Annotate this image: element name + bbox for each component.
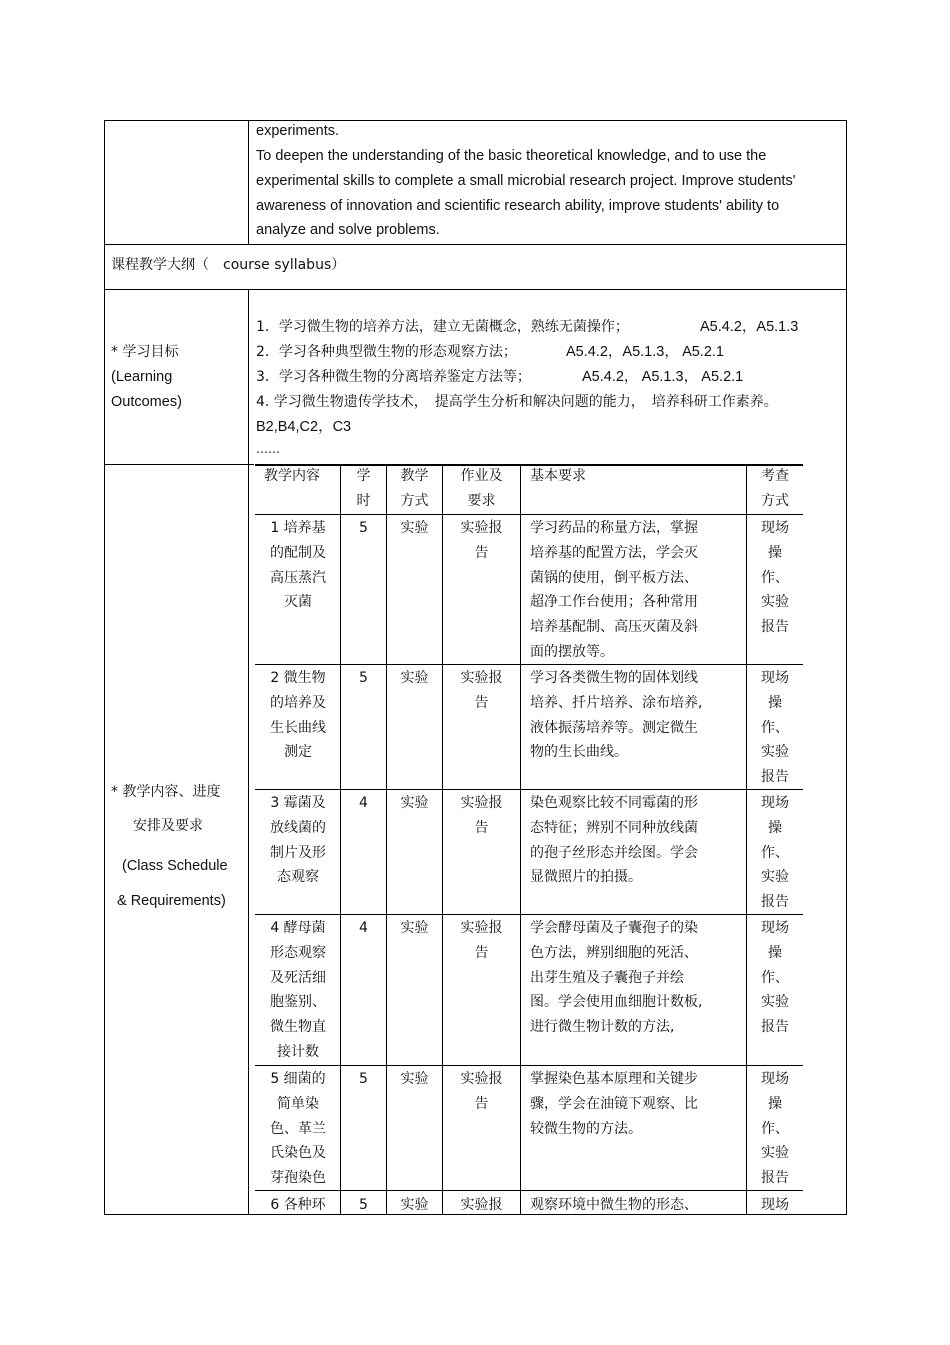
cell-line: 告: [474, 694, 489, 711]
cell-line: 的孢子丝形态并绘图。学会: [530, 844, 698, 861]
header-text: 教学: [400, 468, 429, 484]
cell-line: 接计数: [277, 1043, 319, 1060]
req-cell: [530, 916, 702, 1040]
cell-line: 放线菌的: [270, 819, 326, 836]
cell-line: 测定: [284, 744, 312, 761]
cell-line: 培养基配制、高压灭菌及斜: [530, 619, 698, 636]
method-cell: 实验: [400, 520, 429, 536]
homework-cell: [443, 516, 520, 566]
header-homework: [443, 464, 520, 514]
req-cell: [530, 1193, 698, 1218]
cell-line: 形态观察: [270, 944, 326, 961]
cell-line: 菌锅的使用，倒平板方法、: [530, 569, 698, 586]
cell-line: 物的生长曲线。: [530, 744, 628, 761]
cell-line: 进行微生物计数的方法,: [530, 1019, 675, 1036]
content-cell: [256, 1193, 340, 1218]
cell-line: 操: [768, 694, 782, 711]
cell-line: 2 微生物: [270, 670, 326, 686]
header-text: 基本要求: [530, 468, 586, 484]
cell-line: 现场: [761, 920, 789, 936]
cell-line: 胞鉴别、: [270, 994, 326, 1011]
req-cell: [530, 516, 698, 665]
cell-line: 6 各种环: [270, 1197, 326, 1213]
cell-line: 生长曲线: [270, 719, 326, 736]
hours-cell: 5: [359, 520, 368, 536]
intro-line: awareness of innovation and scientific research ability, improve students' ability to: [256, 198, 780, 214]
inner-col-2: [386, 464, 387, 1214]
cell-line: 实验: [761, 594, 789, 611]
outcome-codes: A5.4.2，A5.1.3， A5.2.1: [566, 344, 724, 360]
cell-line: 告: [474, 1095, 489, 1112]
cell-line: 实验: [761, 994, 789, 1011]
cell-line: 实验报: [460, 670, 503, 686]
cell-line: 简单染: [277, 1095, 319, 1112]
cell-line: 面的摆放等。: [530, 643, 614, 660]
cell-line: 学习各类微生物的固体划线: [530, 670, 698, 686]
intro-line: To deepen the understanding of the basic theoretical knowledge, and to use the: [256, 148, 767, 164]
outcome-item: 3．学习各种微生物的分离培养鉴定方法等；: [256, 369, 531, 385]
intro-line: experimental skills to complete a small microbial research project. Improve students': [256, 173, 796, 189]
outer-border-right: [846, 120, 847, 1215]
cell-line: 芽孢染色: [270, 1170, 326, 1187]
header-text: 作业及: [460, 468, 503, 484]
inner-col-4: [520, 464, 521, 1214]
inner-row-5: [255, 1065, 803, 1066]
cell-line: 色、革兰: [270, 1120, 326, 1137]
schedule-label-line: 安排及要求: [133, 818, 203, 834]
cell-line: 实验报: [460, 795, 503, 811]
header-text: 考查: [761, 468, 789, 484]
cell-line: 作、: [761, 569, 789, 586]
cell-line: 现场: [761, 520, 789, 536]
cell-line: 氏染色及: [270, 1145, 326, 1162]
req-cell: [530, 666, 702, 765]
exam-cell: [747, 666, 803, 790]
cell-line: 告: [474, 819, 489, 836]
cell-line: 操: [768, 944, 782, 961]
exam-cell: [747, 791, 803, 915]
cell-line: 现场: [761, 670, 789, 686]
cell-line: 实验: [761, 869, 789, 886]
header-text: 教学内容: [264, 468, 320, 484]
method-cell: 实验: [400, 920, 429, 936]
cell-line: 操: [768, 819, 782, 836]
header-exam: [747, 464, 803, 514]
content-cell: [256, 791, 340, 890]
header-req: [530, 464, 586, 489]
row-divider-3: [104, 464, 254, 465]
learning-label-line: * 学习目标: [111, 344, 179, 360]
cell-line: 学会酵母菌及子囊孢子的染: [530, 920, 698, 936]
hours-cell: 5: [359, 1071, 368, 1087]
outcome-ellipsis: ……: [256, 442, 280, 456]
cell-line: 色方法，辨别细胞的死活、: [530, 944, 698, 961]
inner-col-1: [340, 464, 341, 1214]
homework-cell: [443, 1067, 520, 1117]
cell-line: 作、: [761, 719, 789, 736]
homework-cell: [443, 916, 520, 966]
cell-line: 现场: [761, 1071, 789, 1087]
cell-line: 报告: [761, 1019, 789, 1036]
cell-line: 3 霉菌及: [270, 795, 326, 811]
header-text: 要求: [467, 492, 496, 509]
cell-line: 报告: [761, 894, 789, 911]
hours-cell: 4: [359, 795, 368, 811]
outer-border-left: [104, 120, 105, 1215]
syllabus-title: 课程教学大纲（ course syllabus）: [111, 257, 346, 273]
cell-line: 培养基的配置方法，学会灭: [530, 544, 698, 561]
cell-line: 图。学会使用血细胞计数板,: [530, 994, 703, 1011]
row-divider-1: [104, 244, 847, 245]
exam-cell: [747, 916, 803, 1040]
cell-line: 实验报: [460, 920, 503, 936]
outcome-item: 1．学习微生物的培养方法，建立无菌概念，熟练无菌操作；: [256, 319, 629, 335]
header-method: [387, 464, 442, 514]
cell-line: 掌握染色基本原理和关键步: [530, 1071, 698, 1087]
label-column-divider-mid: [248, 289, 249, 1215]
cell-line: 态观察: [277, 869, 319, 886]
header-text: 方式: [400, 492, 429, 509]
inner-row-2: [255, 664, 803, 665]
cell-line: 高压蒸汽: [270, 569, 326, 586]
header-content: [264, 464, 320, 489]
cell-line: 现场: [761, 1197, 789, 1213]
inner-row-4: [255, 914, 803, 915]
cell-line: 1 培养基: [270, 520, 326, 536]
outcome-extra: B2,B4,C2，C3: [256, 419, 352, 435]
exam-cell: [747, 516, 803, 640]
cell-line: 学习药品的称量方法，掌握: [530, 520, 698, 536]
inner-row-1: [255, 514, 803, 515]
cell-line: 实验: [761, 1145, 789, 1162]
method-cell: 实验: [400, 1197, 429, 1213]
cell-line: 报告: [761, 769, 789, 786]
header-text: 方式: [761, 492, 789, 509]
cell-line: 5 细菌的: [270, 1071, 326, 1087]
cell-line: 操: [768, 544, 782, 561]
inner-row-3: [255, 789, 803, 790]
cell-line: 报告: [761, 619, 789, 636]
cell-line: 告: [474, 544, 489, 561]
method-cell: 实验: [400, 1071, 429, 1087]
label-column-divider-top: [248, 120, 249, 245]
cell-line: 观察环境中微生物的形态、: [530, 1197, 698, 1213]
hours-cell: 5: [359, 1197, 368, 1213]
cell-line: 作、: [761, 969, 789, 986]
inner-table-top: [255, 464, 803, 466]
exam-cell: [747, 1193, 803, 1218]
outcome-item: 4. 学习微生物遗传学技术， 提高学生分析和解决问题的能力， 培养科研工作素养。: [256, 394, 778, 410]
cell-line: 现场: [761, 795, 789, 811]
cell-line: 的配制及: [270, 544, 326, 561]
cell-line: 4 酵母菌: [270, 920, 326, 936]
cell-line: 实验报: [460, 520, 503, 536]
cell-line: 制片及形: [270, 844, 326, 861]
cell-line: 微生物直: [270, 1019, 326, 1036]
cell-line: 的培养及: [270, 694, 326, 711]
cell-line: 作、: [761, 844, 789, 861]
intro-line: analyze and solve problems.: [256, 222, 440, 238]
homework-cell: [443, 666, 520, 716]
cell-line: 骤，学会在油镜下观察、比: [530, 1095, 698, 1112]
cell-line: 实验报: [460, 1197, 503, 1213]
hours-cell: 4: [359, 920, 368, 936]
content-cell: [256, 516, 340, 615]
homework-cell: [443, 791, 520, 841]
cell-line: 操: [768, 1095, 782, 1112]
learning-label-line: Outcomes): [111, 394, 182, 410]
outer-border-top: [104, 120, 847, 121]
exam-cell: [747, 1067, 803, 1191]
content-cell: [256, 666, 340, 765]
method-cell: 实验: [400, 670, 429, 686]
cell-line: 及死活细: [270, 969, 326, 986]
cell-line: 出芽生殖及子囊孢子并绘: [530, 969, 684, 986]
cell-line: 实验: [761, 744, 789, 761]
cell-line: 作、: [761, 1120, 789, 1137]
schedule-label-line: & Requirements): [117, 893, 226, 909]
outcome-item: 2．学习各种典型微生物的形态观察方法；: [256, 344, 517, 360]
cell-line: 态特征；辨别不同种放线菌: [530, 819, 698, 836]
content-cell: [256, 916, 340, 1065]
homework-cell: [443, 1193, 520, 1218]
learning-label-line: (Learning: [111, 369, 173, 385]
cell-line: 显微照片的拍摄。: [530, 869, 642, 886]
method-cell: 实验: [400, 795, 429, 811]
intro-line: experiments.: [256, 123, 340, 139]
outcome-codes: A5.4.2，A5.1.3: [700, 319, 799, 335]
req-cell: [530, 791, 698, 890]
header-hours: [341, 464, 386, 514]
content-cell: [256, 1067, 340, 1191]
cell-line: 实验报: [460, 1071, 503, 1087]
hours-cell: 5: [359, 670, 368, 686]
cell-line: 染色观察比较不同霉菌的形: [530, 795, 698, 811]
outcome-codes: A5.4.2， A5.1.3， A5.2.1: [582, 369, 744, 385]
schedule-label-line: * 教学内容、进度: [111, 784, 221, 800]
cell-line: 告: [474, 944, 489, 961]
header-text: 学: [356, 468, 371, 484]
schedule-label-line: (Class Schedule: [122, 858, 228, 874]
header-text: 时: [356, 492, 371, 509]
cell-line: 超净工作台使用；各种常用: [530, 594, 698, 611]
req-cell: [530, 1067, 698, 1141]
row-divider-2: [104, 289, 847, 290]
cell-line: 报告: [761, 1170, 789, 1187]
cell-line: 培养、扦片培养、涂布培养,: [530, 694, 703, 711]
cell-line: 较微生物的方法。: [530, 1120, 642, 1137]
cell-line: 液体振荡培养等。测定微生: [530, 719, 698, 736]
cell-line: 灭菌: [284, 594, 312, 611]
